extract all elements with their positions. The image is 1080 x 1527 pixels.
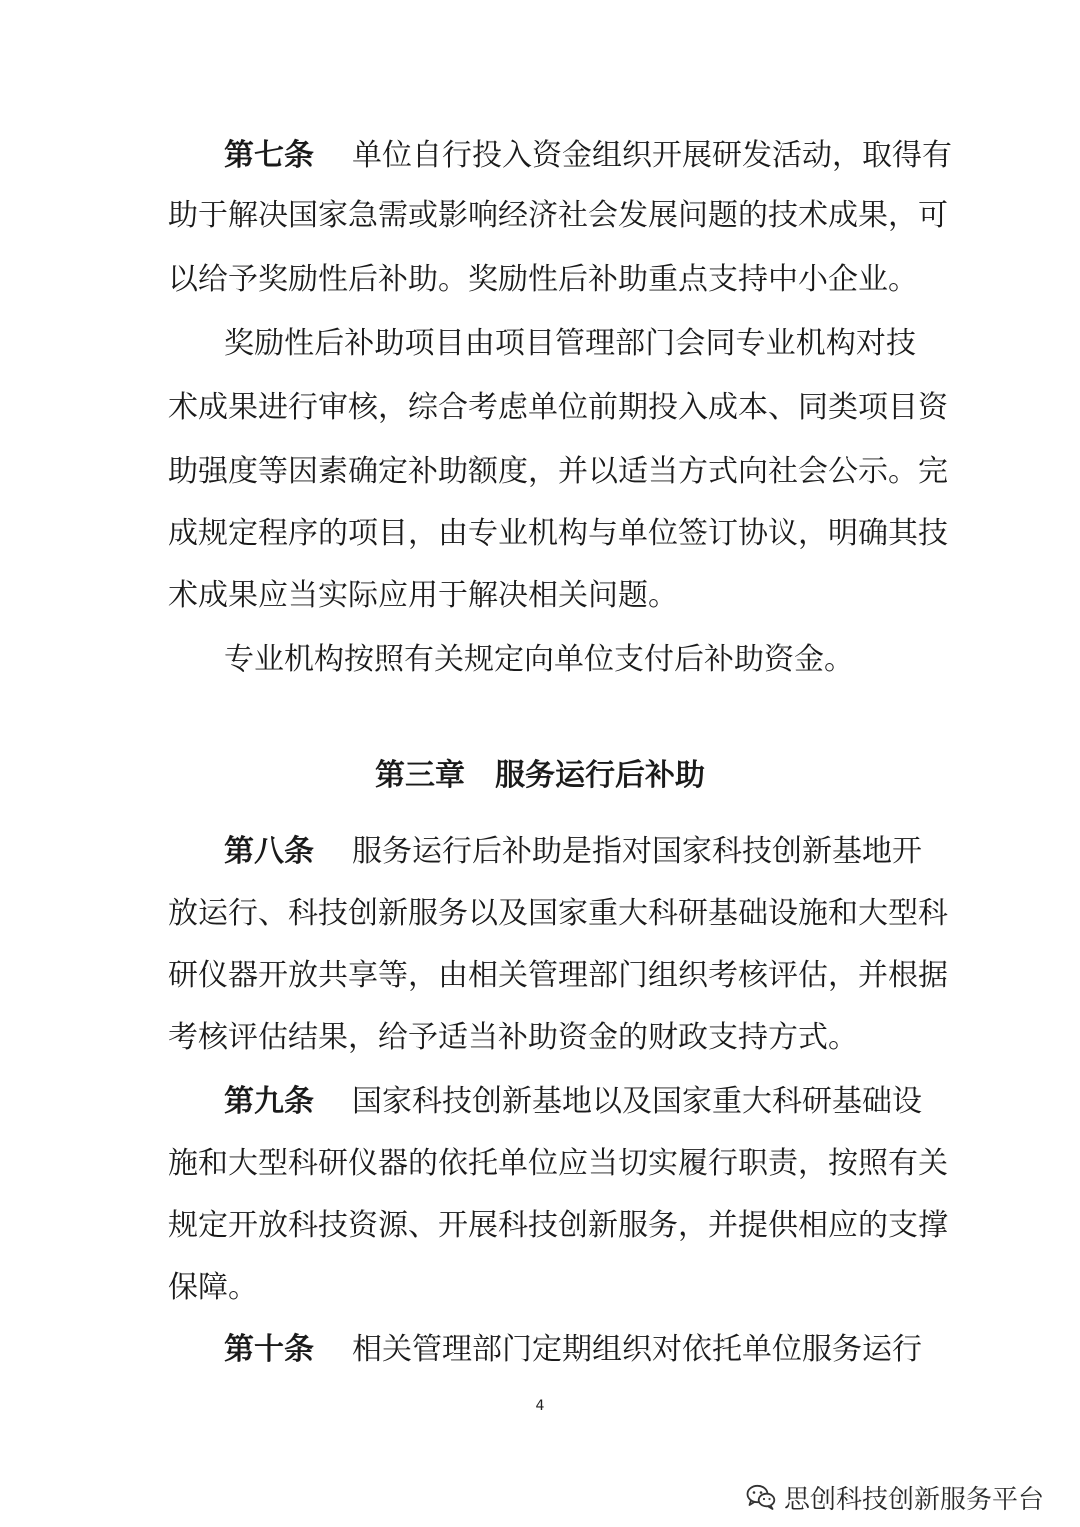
paragraph-2-line-2: 术成果进行审核，综合考虑单位前期投入成本、同类项目资 [168,390,948,425]
paragraph-1-line-1 [224,136,952,176]
chapter-heading [0,756,1080,796]
paragraph-2-line-3: 助强度等因素确定补助额度，并以适当方式向社会公示。完 [168,454,948,489]
paragraph-5-line-1 [224,1082,922,1122]
paragraph-3-line-1: 专业机构按照有关规定向单位支付后补助资金。 [224,642,854,677]
body-text: 国家科技创新基地以及国家重大科研基础设 [352,1084,922,1119]
paragraph-6-line-1 [224,1330,922,1370]
paragraph-1-line-2: 助于解决国家急需或影响经济社会发展问题的技术成果，可 [168,198,948,233]
paragraph-4-line-1 [224,832,922,872]
paragraph-4-line-3: 研仪器开放共享等，由相关管理部门组织考核评估，并根据 [168,958,948,993]
body-text: 单位自行投入资金组织开展研发活动，取得有 [352,138,952,173]
watermark [746,1480,1044,1514]
paragraph-2-line-4: 成规定程序的项目，由专业机构与单位签订协议，明确其技 [168,516,948,551]
paragraph-2-line-1: 奖励性后补助项目由项目管理部门会同专业机构对技 [224,326,916,361]
paragraph-5-line-3: 规定开放科技资源、开展科技创新服务，并提供相应的支撑 [168,1208,948,1243]
paragraph-4-line-2: 放运行、科技创新服务以及国家重大科研基础设施和大型科 [168,896,948,931]
body-text: 相关管理部门定期组织对依托单位服务运行 [352,1332,922,1367]
wechat-icon [746,1484,776,1510]
article-heading: 第八条 [224,834,314,869]
paragraph-5-line-2: 施和大型科研仪器的依托单位应当切实履行职责，按照有关 [168,1146,948,1181]
paragraph-4-line-4: 考核评估结果，给予适当补助资金的财政支持方式。 [168,1020,858,1055]
article-heading: 第七条 [224,138,314,173]
article-heading: 第十条 [224,1332,314,1367]
paragraph-5-line-4: 保障。 [168,1270,258,1305]
body-text: 服务运行后补助是指对国家科技创新基地开 [352,834,922,869]
chapter-number: 第三章 [375,758,465,793]
paragraph-2-line-5: 术成果应当实际应用于解决相关问题。 [168,578,678,613]
page-number: 4 [535,1398,545,1414]
paragraph-1-line-3: 以给予奖励性后补助。奖励性后补助重点支持中小企业。 [168,262,918,297]
chapter-title: 服务运行后补助 [495,758,705,793]
article-heading: 第九条 [224,1084,314,1119]
watermark-text: 思创科技创新服务平台 [783,1484,1044,1515]
